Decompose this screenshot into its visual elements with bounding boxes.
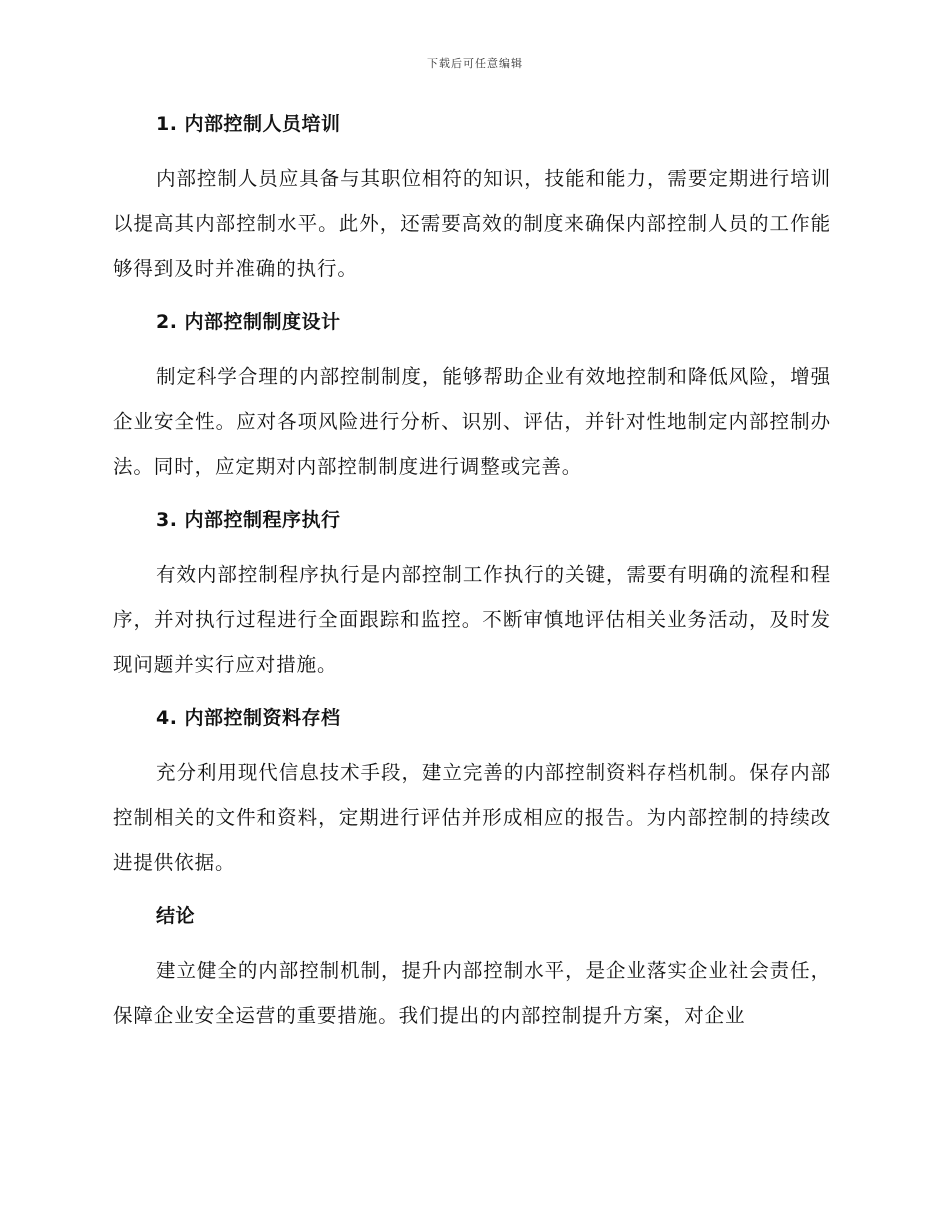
section-paragraph: 内部控制人员应具备与其职位相符的知识，技能和能力，需要定期进行培训以提高其内部控制水平。此外，还需要高效的制度来确保内部控制人员的工作能够得到及时并准确的执行。 <box>113 167 831 280</box>
header-note: 下载后可任意编辑 <box>427 57 523 70</box>
section-heading: 2. 内部控制制度设计 <box>156 311 341 333</box>
section-procedure-execution <box>113 506 831 687</box>
section-heading: 4. 内部控制资料存档 <box>156 707 341 729</box>
section-paragraph: 充分利用现代信息技术手段，建立完善的内部控制资料存档机制。保存内部控制相关的文件和资料，定期进行评估并形成相应的报告。为内部控制的持续改进提供依据。 <box>113 761 831 874</box>
section-paragraph: 建立健全的内部控制机制，提升内部控制水平，是企业落实企业社会责任，保障企业安全运营的重要措施。我们提出的内部控制提升方案，对企业 <box>113 959 831 1027</box>
section-training <box>113 110 831 291</box>
section-paragraph: 有效内部控制程序执行是内部控制工作执行的关键，需要有明确的流程和程序，并对执行过程进行全面跟踪和监控。不断审慎地评估相关业务活动，及时发现问题并实行应对措施。 <box>113 563 831 676</box>
section-conclusion <box>113 902 831 1038</box>
section-system-design <box>113 308 831 489</box>
document-body <box>113 110 831 1055</box>
section-heading: 结论 <box>156 905 196 927</box>
section-heading: 1. 内部控制人员培训 <box>156 113 341 135</box>
section-heading: 3. 内部控制程序执行 <box>156 509 341 531</box>
section-archiving <box>113 704 831 885</box>
section-paragraph: 制定科学合理的内部控制制度，能够帮助企业有效地控制和降低风险，增强企业安全性。应对各项风险进行分析、识别、评估，并针对性地制定内部控制办法。同时，应定期对内部控制制度进行调整或完善。 <box>113 365 831 478</box>
